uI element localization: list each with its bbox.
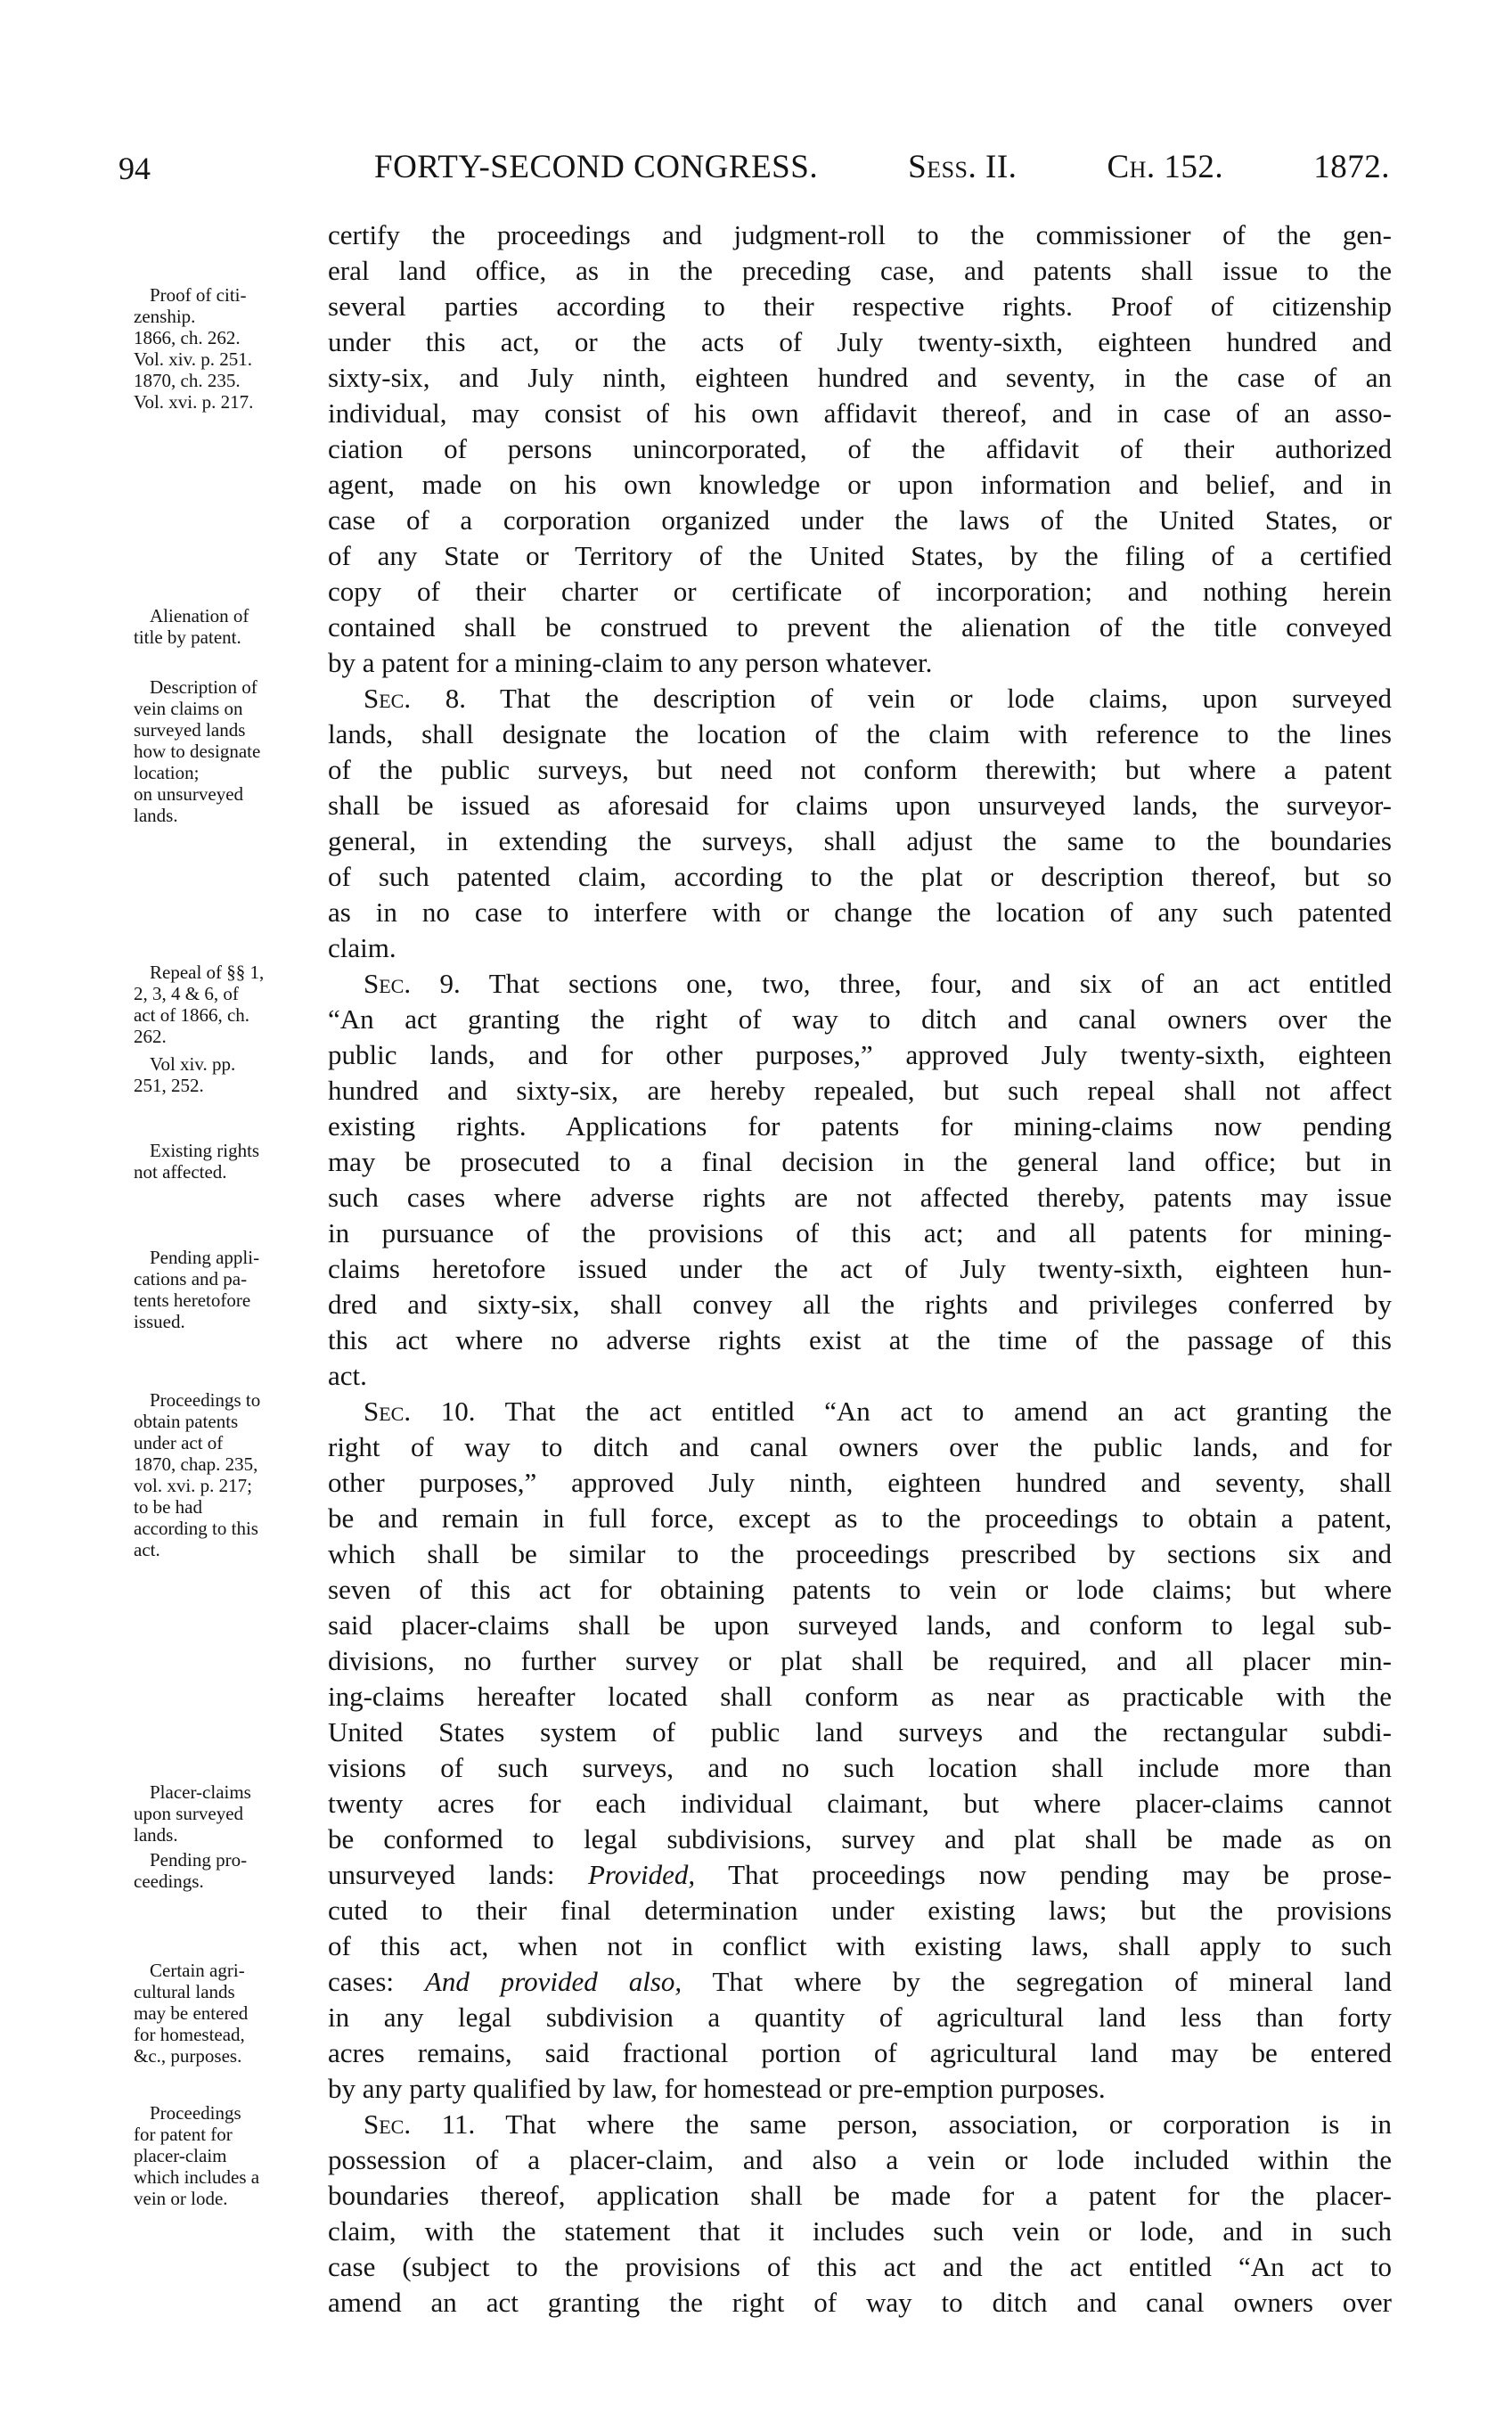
line-text: That the description of vein or lode claims, upon surveyed (465, 683, 1392, 714)
italic-text: And provided also, (424, 1966, 682, 1997)
margin-note-line: 251, 252. (134, 1075, 204, 1096)
margin-note-line: 2, 3, 4 & 6, of (134, 983, 239, 1004)
margin-note-line: to be had (134, 1496, 202, 1518)
margin-note-line: Placer-claims (150, 1781, 251, 1803)
line-text: by any party qualified by law, for homestead or pre-emption purposes. (328, 2073, 1106, 2104)
line-text: dred and sixty-six, shall convey all the rights and privileges conferred by (328, 1289, 1392, 1320)
margin-note-line: placer-claim (134, 2145, 227, 2166)
margin-note-line: lands. (134, 805, 178, 826)
text-line (328, 1750, 1392, 1786)
margin-note-line: obtain patents (134, 1411, 239, 1432)
text-line (328, 1251, 1392, 1287)
margin-note-line: surveyed lands (134, 719, 246, 741)
line-text: hundred and sixty-six, are hereby repealed, but such repeal shall not affect (328, 1075, 1392, 1106)
margin-note-line: vol. xvi. p. 217; (134, 1475, 253, 1496)
text-line (328, 2107, 1392, 2142)
margin-note-line: act. (134, 1539, 160, 1560)
line-text: claims heretofore issued under the act of July twenty-sixth, eighteen hun- (328, 1253, 1392, 1284)
margin-note-line: how to designate (134, 741, 261, 762)
margin-note-line: 1866, ch. 262. (134, 327, 241, 348)
text-line (328, 2071, 1392, 2107)
line-text: of any State or Territory of the United States, by the filing of a certified (328, 540, 1392, 571)
line-text: of the public surveys, but need not conform therewith; but where a patent (328, 754, 1392, 785)
text-line (328, 1643, 1392, 1679)
text-line (328, 1608, 1392, 1643)
margin-note-line: location; (134, 762, 200, 783)
margin-note (134, 1849, 323, 1892)
margin-note (134, 1781, 323, 1846)
text-line (328, 2142, 1392, 2178)
text-line (328, 788, 1392, 823)
line-text: acres remains, said fractional portion of agricultural land may be entered (328, 2037, 1392, 2068)
line-text: individual, may consist of his own affidavit thereof, and in case of an asso- (328, 397, 1392, 429)
text-line (328, 324, 1392, 360)
line-text: ciation of persons unincorporated, of the affidavit of their authorized (328, 433, 1392, 464)
margin-note-line: Vol. xvi. p. 217. (134, 391, 254, 413)
margin-note (134, 962, 323, 1047)
text-line (328, 574, 1392, 610)
margin-note (134, 1140, 323, 1183)
text-line (328, 253, 1392, 289)
margin-note-line: issued. (134, 1311, 185, 1332)
text-line (328, 1928, 1392, 1964)
text-line (328, 289, 1392, 324)
text-line (328, 2035, 1392, 2071)
line-text: “An act granting the right of way to ditch and canal owners over the (328, 1003, 1392, 1035)
text-line (328, 217, 1392, 253)
margin-note (134, 1389, 323, 1560)
running-head-session: Sess. II. (908, 149, 1018, 185)
line-text: shall be issued as aforesaid for claims upon unsurveyed lands, the surveyor- (328, 790, 1392, 821)
line-text: which shall be similar to the proceedings prescribed by sections six and (328, 1538, 1392, 1569)
margin-note-line: according to this (134, 1518, 258, 1539)
text-line (328, 1465, 1392, 1501)
text-line (328, 1002, 1392, 1037)
text-line (328, 1501, 1392, 1536)
line-text: public lands, and for other purposes,” approved July twenty-sixth, eighteen (328, 1039, 1392, 1070)
line-text: contained shall be construed to prevent the alienation of the title conveyed (328, 611, 1392, 643)
margin-note-line: Vol. xiv. p. 251. (134, 348, 253, 370)
line-text: seven of this act for obtaining patents to vein or lode claims; but where (328, 1574, 1392, 1605)
running-head-title: FORTY-SECOND CONGRESS. (374, 149, 819, 185)
line-text: act. (328, 1360, 367, 1391)
line-text: That where by the segregation of mineral land (682, 1966, 1392, 1997)
line-text: possession of a placer-claim, and also a vein or lode included within the (328, 2144, 1392, 2175)
margin-note-line: vein or lode. (134, 2188, 228, 2209)
text-line (328, 859, 1392, 895)
margin-note-line: tents heretofore (134, 1289, 251, 1311)
line-text: certify the proceedings and judgment-roll to the commissioner of the gen- (328, 219, 1392, 250)
text-line (328, 610, 1392, 645)
margin-note (134, 2102, 323, 2209)
text-line (328, 2249, 1392, 2285)
text-line (328, 1821, 1392, 1857)
margin-note-line: may be entered (134, 2002, 249, 2024)
text-line (328, 1037, 1392, 1073)
margin-note-line: under act of (134, 1432, 224, 1453)
line-text: right of way to ditch and canal owners over the public lands, and for (328, 1431, 1392, 1462)
margin-note-line: Certain agri- (150, 1960, 245, 1981)
text-line (328, 1073, 1392, 1109)
margin-note-line: ceedings. (134, 1871, 204, 1892)
line-text: lands, shall designate the location of the claim with reference to the lines (328, 718, 1392, 749)
line-text: other purposes,” approved July ninth, eighteen hundred and seventy, shall (328, 1467, 1392, 1498)
margin-note-line: upon surveyed (134, 1803, 244, 1824)
line-text: boundaries thereof, application shall be made for a patent for the placer- (328, 2180, 1392, 2211)
page-number: 94 (119, 151, 151, 186)
line-text: by a patent for a mining-claim to any person whatever. (328, 647, 933, 678)
line-text: this act where no adverse rights exist at the time of the passage of this (328, 1324, 1392, 1355)
text-line (328, 1394, 1392, 1429)
text-line (328, 1180, 1392, 1216)
text-line (328, 1536, 1392, 1572)
text-line (328, 930, 1392, 966)
line-text: That the act entitled “An act to amend an act granting the (475, 1396, 1392, 1427)
text-line (328, 1679, 1392, 1715)
margin-note-line: on unsurveyed (134, 783, 244, 805)
margin-note-line: Alienation of (150, 605, 249, 626)
margin-note-line: which includes a (134, 2166, 260, 2188)
text-line (328, 1893, 1392, 1928)
text-line (328, 1287, 1392, 1322)
section-number: Sec. 11. (364, 2108, 476, 2140)
line-text: general, in extending the surveys, shall adjust the same to the boundaries (328, 825, 1392, 856)
margin-note-line: lands. (134, 1824, 178, 1846)
margin-note-line: Pending appli- (150, 1247, 260, 1268)
margin-note-line: &c., purposes. (134, 2045, 242, 2067)
text-line (328, 1144, 1392, 1180)
line-text: That proceedings now pending may be prose- (695, 1859, 1392, 1890)
margin-note-line: for homestead, (134, 2024, 245, 2045)
text-line (328, 895, 1392, 930)
line-text: in any legal subdivision a quantity of agricultural land less than forty (328, 2002, 1392, 2033)
line-text: cuted to their final determination under existing laws; but the provisions (328, 1895, 1392, 1926)
line-text: unsurveyed lands: (328, 1859, 588, 1890)
text-line (328, 538, 1392, 574)
margin-note (134, 1053, 323, 1096)
text-line (328, 396, 1392, 431)
margin-note-line: cations and pa- (134, 1268, 248, 1289)
running-head (374, 148, 1390, 186)
margin-note-line: Description of (150, 676, 257, 698)
text-line (328, 681, 1392, 716)
line-text: of such patented claim, according to the plat or description thereof, but so (328, 861, 1392, 892)
text-line (328, 645, 1392, 681)
line-text: ing-claims hereafter located shall conform as near as practicable with the (328, 1681, 1392, 1712)
margin-note-line: Existing rights (150, 1140, 260, 1161)
text-line (328, 467, 1392, 503)
line-text: existing rights. Applications for patents for mining-claims now pending (328, 1110, 1392, 1142)
text-line (328, 823, 1392, 859)
margin-note-line: title by patent. (134, 626, 241, 648)
text-line (328, 1786, 1392, 1821)
margin-note-line: Proceedings to (150, 1389, 261, 1411)
text-line (328, 716, 1392, 752)
line-text: amend an act granting the right of way to ditch and canal owners over (328, 2287, 1392, 2318)
line-text: United States system of public land surveys and the rectangular subdi- (328, 1716, 1392, 1748)
text-line (328, 360, 1392, 396)
text-line (328, 1429, 1392, 1465)
margin-note (134, 1247, 323, 1332)
text-line (328, 503, 1392, 538)
text-line (328, 1322, 1392, 1358)
margin-note-line: Pending pro- (150, 1849, 248, 1871)
text-line (328, 966, 1392, 1002)
margin-note-line: Repeal of §§ 1, (150, 962, 265, 983)
line-text: That where the same person, association, or corporation is in (475, 2108, 1392, 2140)
margin-note-line: for patent for (134, 2124, 233, 2145)
margin-note (134, 1960, 323, 2067)
margin-note-line: 1870, chap. 235, (134, 1453, 258, 1475)
margin-note (134, 605, 323, 648)
line-text: case of a corporation organized under the laws of the United States, or (328, 504, 1392, 536)
running-head-chapter: Ch. 152. (1107, 149, 1224, 185)
margin-note (134, 284, 323, 413)
line-text: case (subject to the provisions of this act and the act entitled “An act to (328, 2251, 1392, 2282)
line-text: agent, made on his own knowledge or upon information and belief, and in (328, 469, 1392, 500)
margin-note (134, 676, 323, 826)
margin-note-line: cultural lands (134, 1981, 235, 2002)
margin-note-line: 262. (134, 1026, 167, 1047)
line-text: of this act, when not in conflict with existing laws, shall apply to such (328, 1930, 1392, 1961)
text-line (328, 1109, 1392, 1144)
margin-note-line: Proof of citi- (150, 284, 247, 306)
margin-note-line: vein claims on (134, 698, 243, 719)
text-line (328, 1715, 1392, 1750)
italic-text: Provided, (587, 1859, 696, 1890)
line-text: under this act, or the acts of July twenty-sixth, eighteen hundred and (328, 326, 1392, 357)
text-line (328, 2178, 1392, 2214)
margin-note-line: act of 1866, ch. (134, 1004, 250, 1026)
text-line (328, 752, 1392, 788)
line-text: sixty-six, and July ninth, eighteen hundred and seventy, in the case of an (328, 362, 1392, 393)
text-line (328, 431, 1392, 467)
line-text: may be prosecuted to a final decision in the general land office; but in (328, 1146, 1392, 1177)
line-text: visions of such surveys, and no such location shall include more than (328, 1752, 1392, 1783)
text-line (328, 1857, 1392, 1893)
text-line (328, 2000, 1392, 2035)
section-number: Sec. 9. (364, 968, 461, 999)
margin-note-line: 1870, ch. 235. (134, 370, 241, 391)
running-head-year: 1872. (1313, 149, 1390, 185)
line-text: several parties according to their respective rights. Proof of citizenship (328, 291, 1392, 322)
line-text: twenty acres for each individual claimant, but where placer-claims cannot (328, 1788, 1392, 1819)
line-text: as in no case to interfere with or change the location of any such patented (328, 896, 1392, 928)
line-text: be conformed to legal subdivisions, survey and plat shall be made as on (328, 1823, 1392, 1854)
text-line (328, 2285, 1392, 2321)
text-line (328, 1358, 1392, 1394)
line-text: claim. (328, 932, 396, 963)
line-text: divisions, no further survey or plat shall be required, and all placer min- (328, 1645, 1392, 1676)
margin-note-line: zenship. (134, 306, 196, 327)
line-text: cases: (328, 1966, 425, 1997)
text-line (328, 1216, 1392, 1251)
line-text: said placer-claims shall be upon surveyed lands, and conform to legal sub- (328, 1609, 1392, 1641)
section-number: Sec. 8. (364, 683, 466, 714)
line-text: That sections one, two, three, four, and six of an act entitled (460, 968, 1392, 999)
line-text: be and remain in full force, except as to the proceedings to obtain a patent, (328, 1502, 1392, 1534)
text-line (328, 1964, 1392, 2000)
text-line (328, 1572, 1392, 1608)
margin-note-line: Proceedings (150, 2102, 241, 2124)
line-text: claim, with the statement that it includes such vein or lode, and in such (328, 2215, 1392, 2247)
text-line (328, 2214, 1392, 2249)
line-text: such cases where adverse rights are not affected thereby, patents may issue (328, 1182, 1392, 1213)
section-number: Sec. 10. (364, 1396, 476, 1427)
margin-note-line: Vol xiv. pp. (150, 1053, 236, 1075)
line-text: copy of their charter or certificate of incorporation; and nothing herein (328, 576, 1392, 607)
line-text: in pursuance of the provisions of this act; and all patents for mining- (328, 1217, 1392, 1248)
line-text: eral land office, as in the preceding case, and patents shall issue to the (328, 255, 1392, 286)
margin-note-line: not affected. (134, 1161, 227, 1183)
